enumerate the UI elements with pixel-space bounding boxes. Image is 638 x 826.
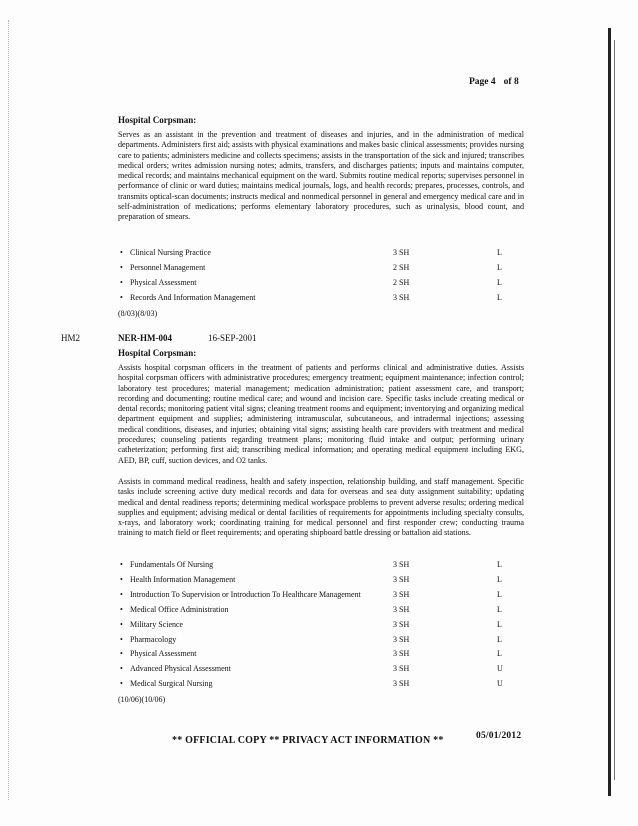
course-name: Fundamentals Of Nursing <box>130 560 214 569</box>
course-row <box>118 605 518 619</box>
bullet-icon: • <box>120 560 123 569</box>
course-name: Physical Assessment <box>130 649 197 659</box>
course-level: L <box>497 278 502 287</box>
course-row <box>118 293 518 307</box>
course-name: Records And Information Management <box>130 293 256 302</box>
bullet-icon: • <box>120 634 123 644</box>
course-level: L <box>497 560 502 569</box>
course-row <box>118 278 518 292</box>
course-name: Pharmacology <box>130 634 177 644</box>
course-name: Personnel Management <box>130 263 206 272</box>
course-row <box>118 664 518 678</box>
course-credit: 3 SH <box>393 574 410 584</box>
course-credit: 3 SH <box>393 248 410 257</box>
course-level: L <box>497 634 502 644</box>
course-level: L <box>497 263 502 272</box>
section1-title: Hospital Corpsman: <box>118 115 197 125</box>
course-credit: 3 SH <box>393 293 410 302</box>
scan-edge-right-shadow <box>614 40 615 780</box>
course-name: Health Information Management <box>130 574 236 584</box>
course-name: Medical Surgical Nursing <box>130 679 213 689</box>
course-row <box>118 263 518 277</box>
course-name: Advanced Physical Assessment <box>130 664 231 674</box>
course-credit: 3 SH <box>393 619 410 629</box>
course-credit: 2 SH <box>393 263 410 272</box>
course-credit: 3 SH <box>393 679 410 689</box>
course-level: L <box>497 574 502 584</box>
page-label: Page 4 <box>469 77 496 87</box>
course-level: L <box>497 619 502 629</box>
course-credit: 3 SH <box>393 664 410 674</box>
course-level: L <box>497 649 502 659</box>
section1-description: Serves as an assistant in the prevention and treatment of diseases and injuries, and in the administration of medical departments. Administers first aid; assists with physical examinations and makes basic clinical assessments; provides nursing care to patients; administers medicine and collects specimens; assists in the transportation of the sick and injured; transcribes medical orders; writes admission nursing notes; admits, transfers, and discharges patients; inputs and maintains computer, medical records; and maintains mechanical equipment on the ward. Submits routine medical reports; supervises personnel in performance of clinic or ward duties; maintains medical journals, logs, and health records; prepares, processes, controls, and transmits optical-scan documents; instructs medical and nonmedical personnel in general and emergency medical care and in self-administration of medications; performs elementary laboratory procedures, such as urinalysis, blood count, and preparation of smears. <box>118 130 524 222</box>
footer-date: 05/01/2012 <box>476 731 522 741</box>
section2-title: Hospital Corpsman: <box>118 348 197 358</box>
bullet-icon: • <box>120 263 123 272</box>
bullet-icon: • <box>120 679 123 689</box>
scan-edge-left <box>8 20 9 800</box>
course-row <box>118 560 518 574</box>
course-credit: 3 SH <box>393 649 410 659</box>
course-level: U <box>497 664 503 674</box>
course-level: U <box>497 679 503 689</box>
course-name: Physical Assessment <box>130 278 197 287</box>
bullet-icon: • <box>120 589 123 599</box>
bullet-icon: • <box>120 604 123 614</box>
course-row <box>118 635 518 649</box>
course-row <box>118 590 518 604</box>
bullet-icon: • <box>120 649 123 659</box>
course-row <box>118 248 518 262</box>
page-of-label: of 8 <box>503 77 519 87</box>
privacy-notice: ** OFFICIAL COPY ** PRIVACY ACT INFORMATION ** <box>172 735 444 746</box>
course-level: L <box>497 248 502 257</box>
section2-id: NER-HM-004 <box>118 333 172 343</box>
course-row <box>118 575 518 589</box>
section2-description1: Assists hospital corpsman officers in the treatment of patients and performs clinical and administrative duties. Assists hospital corpsman officers with administrative procedures; emergency treatment; equipment maintenance; infection control; laboratory test procedures; material management; medication administration; patient assessment care, and transport; recording and documenting; routine medical care; and wound and incision care. Specific tasks include creating medical or dental records; monitoring patient vital signs; cleaning treatment rooms and equipment; inventorying and organizing medical department equipment and supplies; administering intramuscular, subcutaneous, and intradermal injections; assessing medical conditions, diseases, and injuries; obtaining vital signs; assisting health care providers with treatment and medical procedures; counseling patients regarding treatment plans; monitoring fluid intake and output; performing urinary catheterization; performing first aid; transcribing medical information; and operating medical equipment including EKG, AED, BP, cuff, suction devices, and O2 tanks. <box>118 363 524 465</box>
course-credit: 3 SH <box>393 589 410 599</box>
section2-dates: (10/06)(10/06) <box>118 695 166 704</box>
bullet-icon: • <box>120 664 123 674</box>
course-name: Introduction To Supervision or Introduction To Healthcare Management <box>130 589 361 599</box>
course-level: L <box>497 604 502 614</box>
bullet-icon: • <box>120 278 123 287</box>
bullet-icon: • <box>120 574 123 584</box>
course-credit: 3 SH <box>393 560 410 569</box>
section2-description2: Assists in command medical readiness, health and safety inspection, relationship building, and staff management. Specific tasks include screening active duty medical records and data for overseas and sea duty assignment suitability; updating medical and dental readiness reports; determining medical workspace problems to prevent adverse results; ordering medical supplies and equipment; advising medical or dental facilities of requirements for appointments including specialty consults, x-rays, and laboratory work; coordinating training for medical personnel and first responder crew; conducting trauma training to match field or fleet requirements; and operating shipboard battle dressing or battalion aid stations. <box>118 477 524 538</box>
bullet-icon: • <box>120 248 123 257</box>
section2-code: HM2 <box>61 333 81 343</box>
course-row <box>118 679 518 693</box>
course-level: L <box>497 589 502 599</box>
bullet-icon: • <box>120 293 123 302</box>
scan-edge-right <box>608 28 611 796</box>
course-name: Military Science <box>130 619 184 629</box>
course-name: Medical Office Administration <box>130 604 229 614</box>
section2-date: 16-SEP-2001 <box>208 333 257 343</box>
course-level: L <box>497 293 502 302</box>
course-credit: 2 SH <box>393 278 410 287</box>
course-row <box>118 620 518 634</box>
course-row <box>118 649 518 663</box>
page-number <box>469 77 527 87</box>
course-name: Clinical Nursing Practice <box>130 248 211 257</box>
course-credit: 3 SH <box>393 634 410 644</box>
bullet-icon: • <box>120 619 123 629</box>
section1-dates: (8/03)(8/03) <box>118 309 158 318</box>
course-credit: 3 SH <box>393 604 410 614</box>
